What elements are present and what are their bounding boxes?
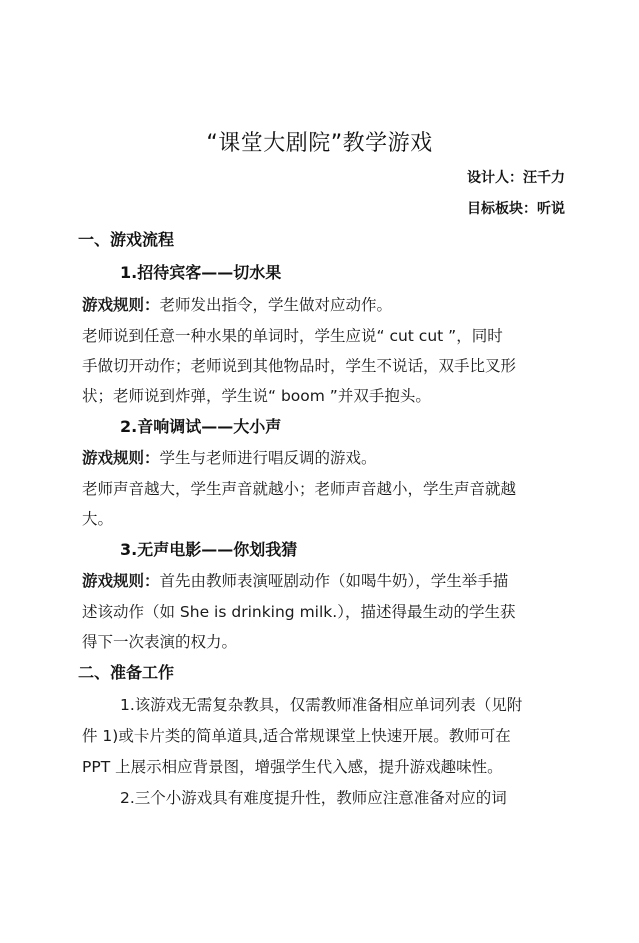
game1-rule-label: 游戏规则： <box>82 296 160 314</box>
game2-heading: 2.音响调试——大小声 <box>120 417 282 436</box>
section-heading-game-flow: 一、游戏流程 <box>78 230 175 249</box>
game3-line-2: 得下一次表演的权力。 <box>82 633 238 651</box>
game3-rule-label: 游戏规则： <box>82 572 160 590</box>
document-title: “课堂大剧院”教学游戏 <box>206 131 433 156</box>
game1-line-1: 老师说到任意一种水果的单词时，学生应说“ cut cut ”，同时 <box>82 327 503 345</box>
game1-rule <box>82 294 562 316</box>
game3-rule-text: 首先由教师表演哑剧动作（如喝牛奶），学生举手描 <box>159 572 509 590</box>
game3-rule <box>82 570 562 592</box>
game2-rule-label: 游戏规则： <box>82 449 160 467</box>
game2-rule <box>82 447 562 469</box>
game2-line-2: 大。 <box>82 510 114 528</box>
game2-rule-text: 学生与老师进行唱反调的游戏。 <box>159 449 377 467</box>
game2-line-1: 老师声音越大，学生声音就越小；老师声音越小，学生声音就越 <box>82 480 517 498</box>
section-heading-preparation: 二、准备工作 <box>78 663 175 682</box>
prep-line-3: PPT 上展示相应背景图，增强学生代入感，提升游戏趣味性。 <box>82 758 503 776</box>
game1-rule-text: 老师发出指令，学生做对应动作。 <box>159 296 393 314</box>
prep-line-2: 件 1)或卡片类的简单道具,适合常规课堂上快速开展。教师可在 <box>82 727 511 745</box>
game3-heading: 3.无声电影——你划我猜 <box>120 540 298 559</box>
game3-line-1: 述该动作（如 She is drinking milk.），描述得最生动的学生获 <box>82 603 516 621</box>
game1-heading: 1.招待宾客——切水果 <box>120 263 282 282</box>
prep-line-4: 2.三个小游戏具有难度提升性，教师应注意准备对应的词 <box>120 789 507 807</box>
target-module-line: 目标板块：听说 <box>467 201 565 217</box>
game1-line-3: 状；老师说到炸弹，学生说“ boom ”并双手抱头。 <box>82 387 431 405</box>
prep-line-1: 1.该游戏无需复杂教具，仅需教师准备相应单词列表（见附 <box>120 696 523 714</box>
designer-line: 设计人：汪千力 <box>467 170 565 186</box>
game1-line-2: 手做切开动作；老师说到其他物品时，学生不说话，双手比叉形 <box>82 357 517 375</box>
